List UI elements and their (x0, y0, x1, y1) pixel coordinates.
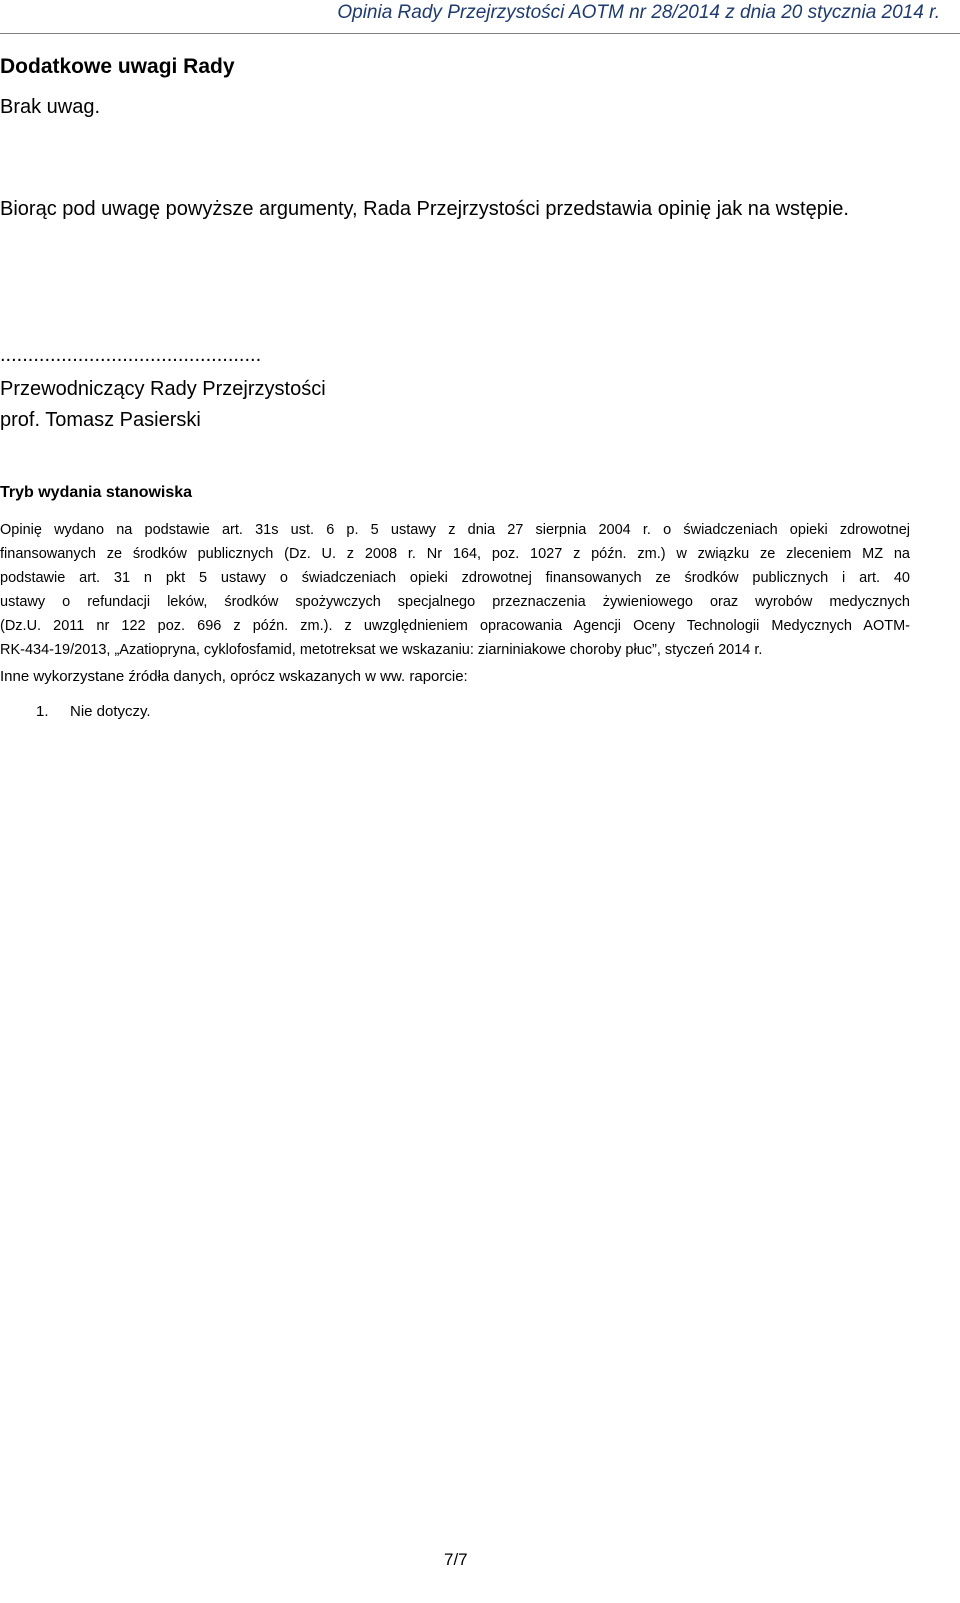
page-number: 7/7 (444, 1550, 468, 1569)
additional-remarks-title: Dodatkowe uwagi Rady (0, 55, 235, 78)
other-sources-list (36, 703, 151, 720)
legal-line: Opinię wydano na podstawie art. 31s ust. 6 p. 5 ustawy z dnia 27 sierpnia 2004 r. o świadczeniach opieki zdrowotnej (0, 522, 910, 538)
legal-basis-paragraph (0, 518, 910, 662)
mode-title: Tryb wydania stanowiska (0, 484, 193, 501)
legal-line: finansowanych ze środków publicznych (Dz. U. z 2008 r. Nr 164, poz. 1027 z późn. zm.) w związku ze zleceniem MZ na (0, 546, 910, 562)
list-item-number: 1. (36, 703, 49, 720)
signature-dots: ............................................... (0, 344, 262, 366)
list-item (36, 703, 151, 720)
list-item-text: Nie dotyczy. (70, 703, 151, 720)
legal-line: ustawy o refundacji leków, środków spożywczych specjalnego przeznaczenia żywieniowego oraz wyrobów medycznych (0, 594, 910, 610)
legal-line: RK-434-19/2013, „Azatiopryna, cyklofosfamid, metotreksat we wskazaniu: ziarniniakowe choroby płuc”, styczeń 2014 r. (0, 642, 763, 658)
document-header: Opinia Rady Przejrzystości AOTM nr 28/2014 z dnia 20 stycznia 2014 r. (337, 2, 940, 23)
signature-name: prof. Tomasz Pasierski (0, 409, 201, 431)
header-divider (0, 33, 960, 34)
other-sources-label: Inne wykorzystane źródła danych, oprócz wskazanych w ww. raporcie: (0, 668, 468, 685)
legal-line: (Dz.U. 2011 nr 122 poz. 696 z późn. zm.). z uwzględnieniem opracowania Agencji Oceny Technologii Medycznych AOTM- (0, 618, 910, 634)
conclusion-text: Biorąc pod uwagę powyższe argumenty, Rada Przejrzystości przedstawia opinię jak na wstępie. (0, 198, 849, 220)
signature-role: Przewodniczący Rady Przejrzystości (0, 378, 326, 400)
additional-remarks-text: Brak uwag. (0, 96, 101, 118)
legal-line: podstawie art. 31 n pkt 5 ustawy o świadczeniach opieki zdrowotnej finansowanych ze środków publicznych i art. 40 (0, 570, 910, 586)
